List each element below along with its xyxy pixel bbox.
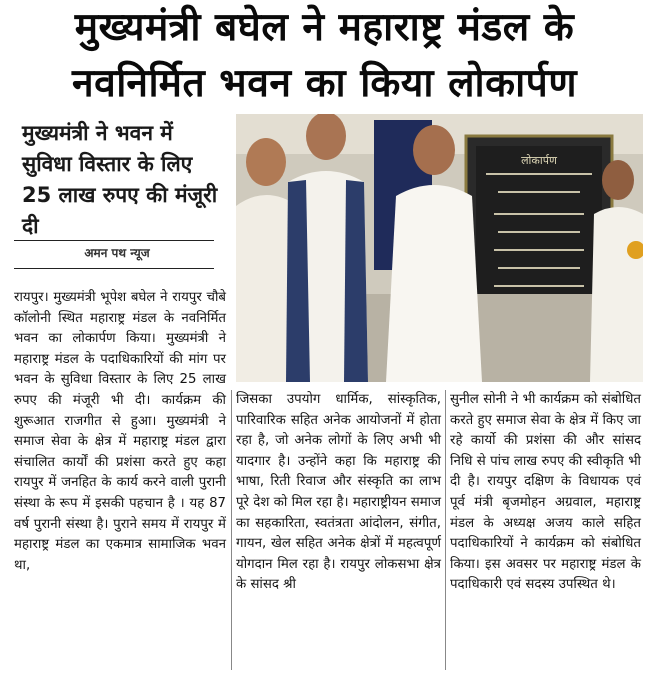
news-photo [236, 114, 643, 382]
byline-rule-bottom [14, 268, 214, 269]
subheadline: मुख्यमंत्री ने भवन में सुविधा विस्तार के लिए 25 लाख रुपए की मंजूरी दी [22, 121, 218, 238]
article-column-2: जिसका उपयोग धार्मिक, सांस्कृतिक, पारिवारिक सहित अनेक आयोजनों में होता रहा है, जो अनेक लोगों के लिए अभी भी यादगार है। उन्होंने कहा कि महाराष्ट्र की भाषा, रिती रिवाज और संस्कृति का लाभ पूरे देश को मिल रहा है। महाराष्ट्रीयन समाज का सहकारिता, स्वतंत्रता आंदोलन, संगीत, गायन, खेल सहित अनेक क्षेत्रों में महत्वपूर्ण योगदान मिल रहा है। रायपुर लोकसभा क्षेत्र के सांसद श्री [236, 392, 441, 593]
headline-line-2: नवनिर्मित भवन का किया लोकार्पण [71, 61, 578, 106]
plaque-title: लोकार्पण [521, 154, 557, 167]
news-photo-illustration [236, 114, 643, 382]
byline: अमन पथ न्यूज [84, 246, 150, 260]
headline-line-1: मुख्यमंत्री बघेल ने महाराष्ट्र मंडल के [74, 5, 575, 50]
column-divider-2 [445, 390, 446, 670]
headline [0, 0, 649, 112]
article-column-1: रायपुर। मुख्यमंत्री भूपेश बघेल ने रायपुर चौबे कॉलोनी स्थित महाराष्ट्र मंडल के नवनिर्मित भवन का लोकार्पण किया। मुख्यमंत्री ने महाराष्ट्र मंडल के पदाधिकारियों की मांग पर भवन के सुविधा विस्तार के लिए 25 लाख रुपए की मंजूरी भी दी। कार्यक्रम की शुरूआत राजगीत से हुआ। मुख्यमंत्री ने समाज सेवा के क्षेत्र में महाराष्ट्र मंडल द्वारा संचालित कार्यों की प्रशंसा करते हुए कहा रायपुर में जनहित के कार्य करने वाली पुरानी संस्था के रूप में इसकी पहचान है । यह 87 वर्ष पुरानी संस्था है। पुराने समय में रायपुर में महाराष्ट्र मंडल का एकमात्र सामाजिक भवन था, [14, 290, 226, 573]
column-divider-1 [231, 390, 232, 670]
byline-rule-top [14, 240, 214, 241]
article-column-3: सुनील सोनी ने भी कार्यक्रम को संबोधित करते हुए समाज सेवा के क्षेत्र में किए जा रहे कार्यो की प्रशंसा की और सांसद निधि से पांच लाख रुपए की स्वीकृति भी दी है। रायपुर दक्षिण के विधायक एवं पूर्व मंत्री बृजमोहन अग्रवाल, महाराष्ट्र मंडल के अध्यक्ष अजय काले सहित पदाधिकारियों ने कार्यक्रम को संबोधित किया। इस अवसर पर महाराष्ट्र मंडल के पदाधिकारी एवं सदस्य उपस्थित थे। [450, 392, 641, 593]
